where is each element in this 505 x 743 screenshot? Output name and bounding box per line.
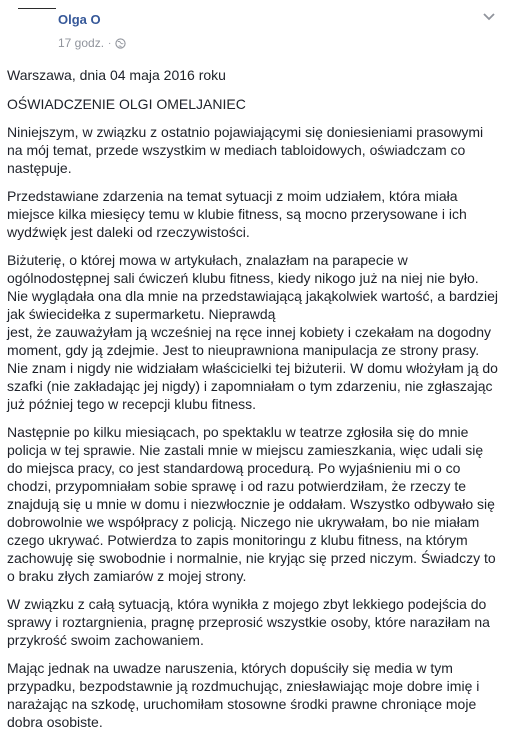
post-paragraph: Biżuterię, o której mowa w artykułach, znalazłam na parapecie w ogólnodostępnej sali ćwiczeń klubu fitness, kiedy nikogo już na niej nie było. Nie wyglądała ona dla mnie na przedstawiającą jakąkolwiek wartość, a bardziej jak świecidełka z supermarketu. Nieprawdą jest, że zauważyłam ją wcześniej na ręce innej kobiety i czekałam na dogodny moment, gdy ją zdejmie. Jest to nieuprawniona manipulacja ze strony prasy. Nie znam i nigdy nie widziałam właścicielki tej biżuterii. W domu włożyłam ją do szafki (nie zakładając jej nigdy) i zapomniałam o tym zdarzeniu, nie zgłaszając już później tego w recepcji klubu fitness. bbox=[7, 252, 499, 412]
post-paragraph: Niniejszym, w związku z ostatnio pojawiającymi się doniesieniami prasowymi na mój temat, przede wszystkim w mediach tabloidowych, oświadczam co następuje. bbox=[7, 124, 484, 176]
post-body bbox=[7, 66, 499, 741]
timestamp-link[interactable]: 17 godz. bbox=[58, 36, 105, 50]
post-meta bbox=[58, 36, 126, 50]
chevron-down-icon[interactable] bbox=[482, 12, 496, 22]
post-header bbox=[0, 0, 505, 60]
meta-separator: · bbox=[108, 37, 112, 49]
post-paragraph-title: OŚWIADCZENIE OLGI OMELJANIEC bbox=[7, 96, 246, 112]
author-name-link[interactable]: Olga O bbox=[58, 12, 101, 27]
post-paragraph-date: Warszawa, dnia 04 maja 2016 roku bbox=[7, 67, 226, 83]
post-paragraph: Następnie po kilku miesiącach, po spektaklu w teatrze zgłosiła się do mnie policja w tej sprawie. Nie zastali mnie w miejscu zamieszkania, więc udali się do miejsca pracy, co jest standardową procedurą. Po wyjaśnieniu mi o co chodzi, przypomniałam sobie sprawę i od razu potwierdziłam, że rzeczy te znajdują się u mnie w domu i niezwłocznie je oddałam. Wszystko odbywało się dobrowolnie we współpracy z policją. Niczego nie ukrywałam, bo nie miałam czego ukrywać. Potwierdza to zapis monitoringu z klubu fitness, na którym zachowuję się swobodnie i normalnie, nie kryjąc się przed niczym. Świadczy to o braku złych zamiarów z mojej strony. bbox=[7, 424, 496, 584]
avatar[interactable] bbox=[8, 0, 50, 42]
avatar-border bbox=[18, 8, 56, 9]
post-paragraph: Przedstawiane zdarzenia na temat sytuacji z moim udziałem, która miała miejsce kilka miesięcy temu w klubie fitness, są mocno przerysowane i ich wydźwięk jest daleki od rzeczywistości. bbox=[7, 188, 467, 240]
globe-icon[interactable] bbox=[115, 38, 126, 49]
post-paragraph: Mając jednak na uwadze naruszenia, których dopuściły się media w tym przypadku, bezpodstawnie ją rozdmuchując, zniesławiając moje dobre imię i narażając na szkodę, uruchomiłam stosowne środki prawne chroniące moje dobra osobiste. bbox=[7, 660, 480, 730]
post-paragraph: W związku z całą sytuacją, która wynikła z mojego zbyt lekkiego podejścia do sprawy i roztargnienia, pragnę przeprosić wszystkie osoby, które naraziłam na przykrość swoim zachowaniem. bbox=[7, 596, 490, 648]
